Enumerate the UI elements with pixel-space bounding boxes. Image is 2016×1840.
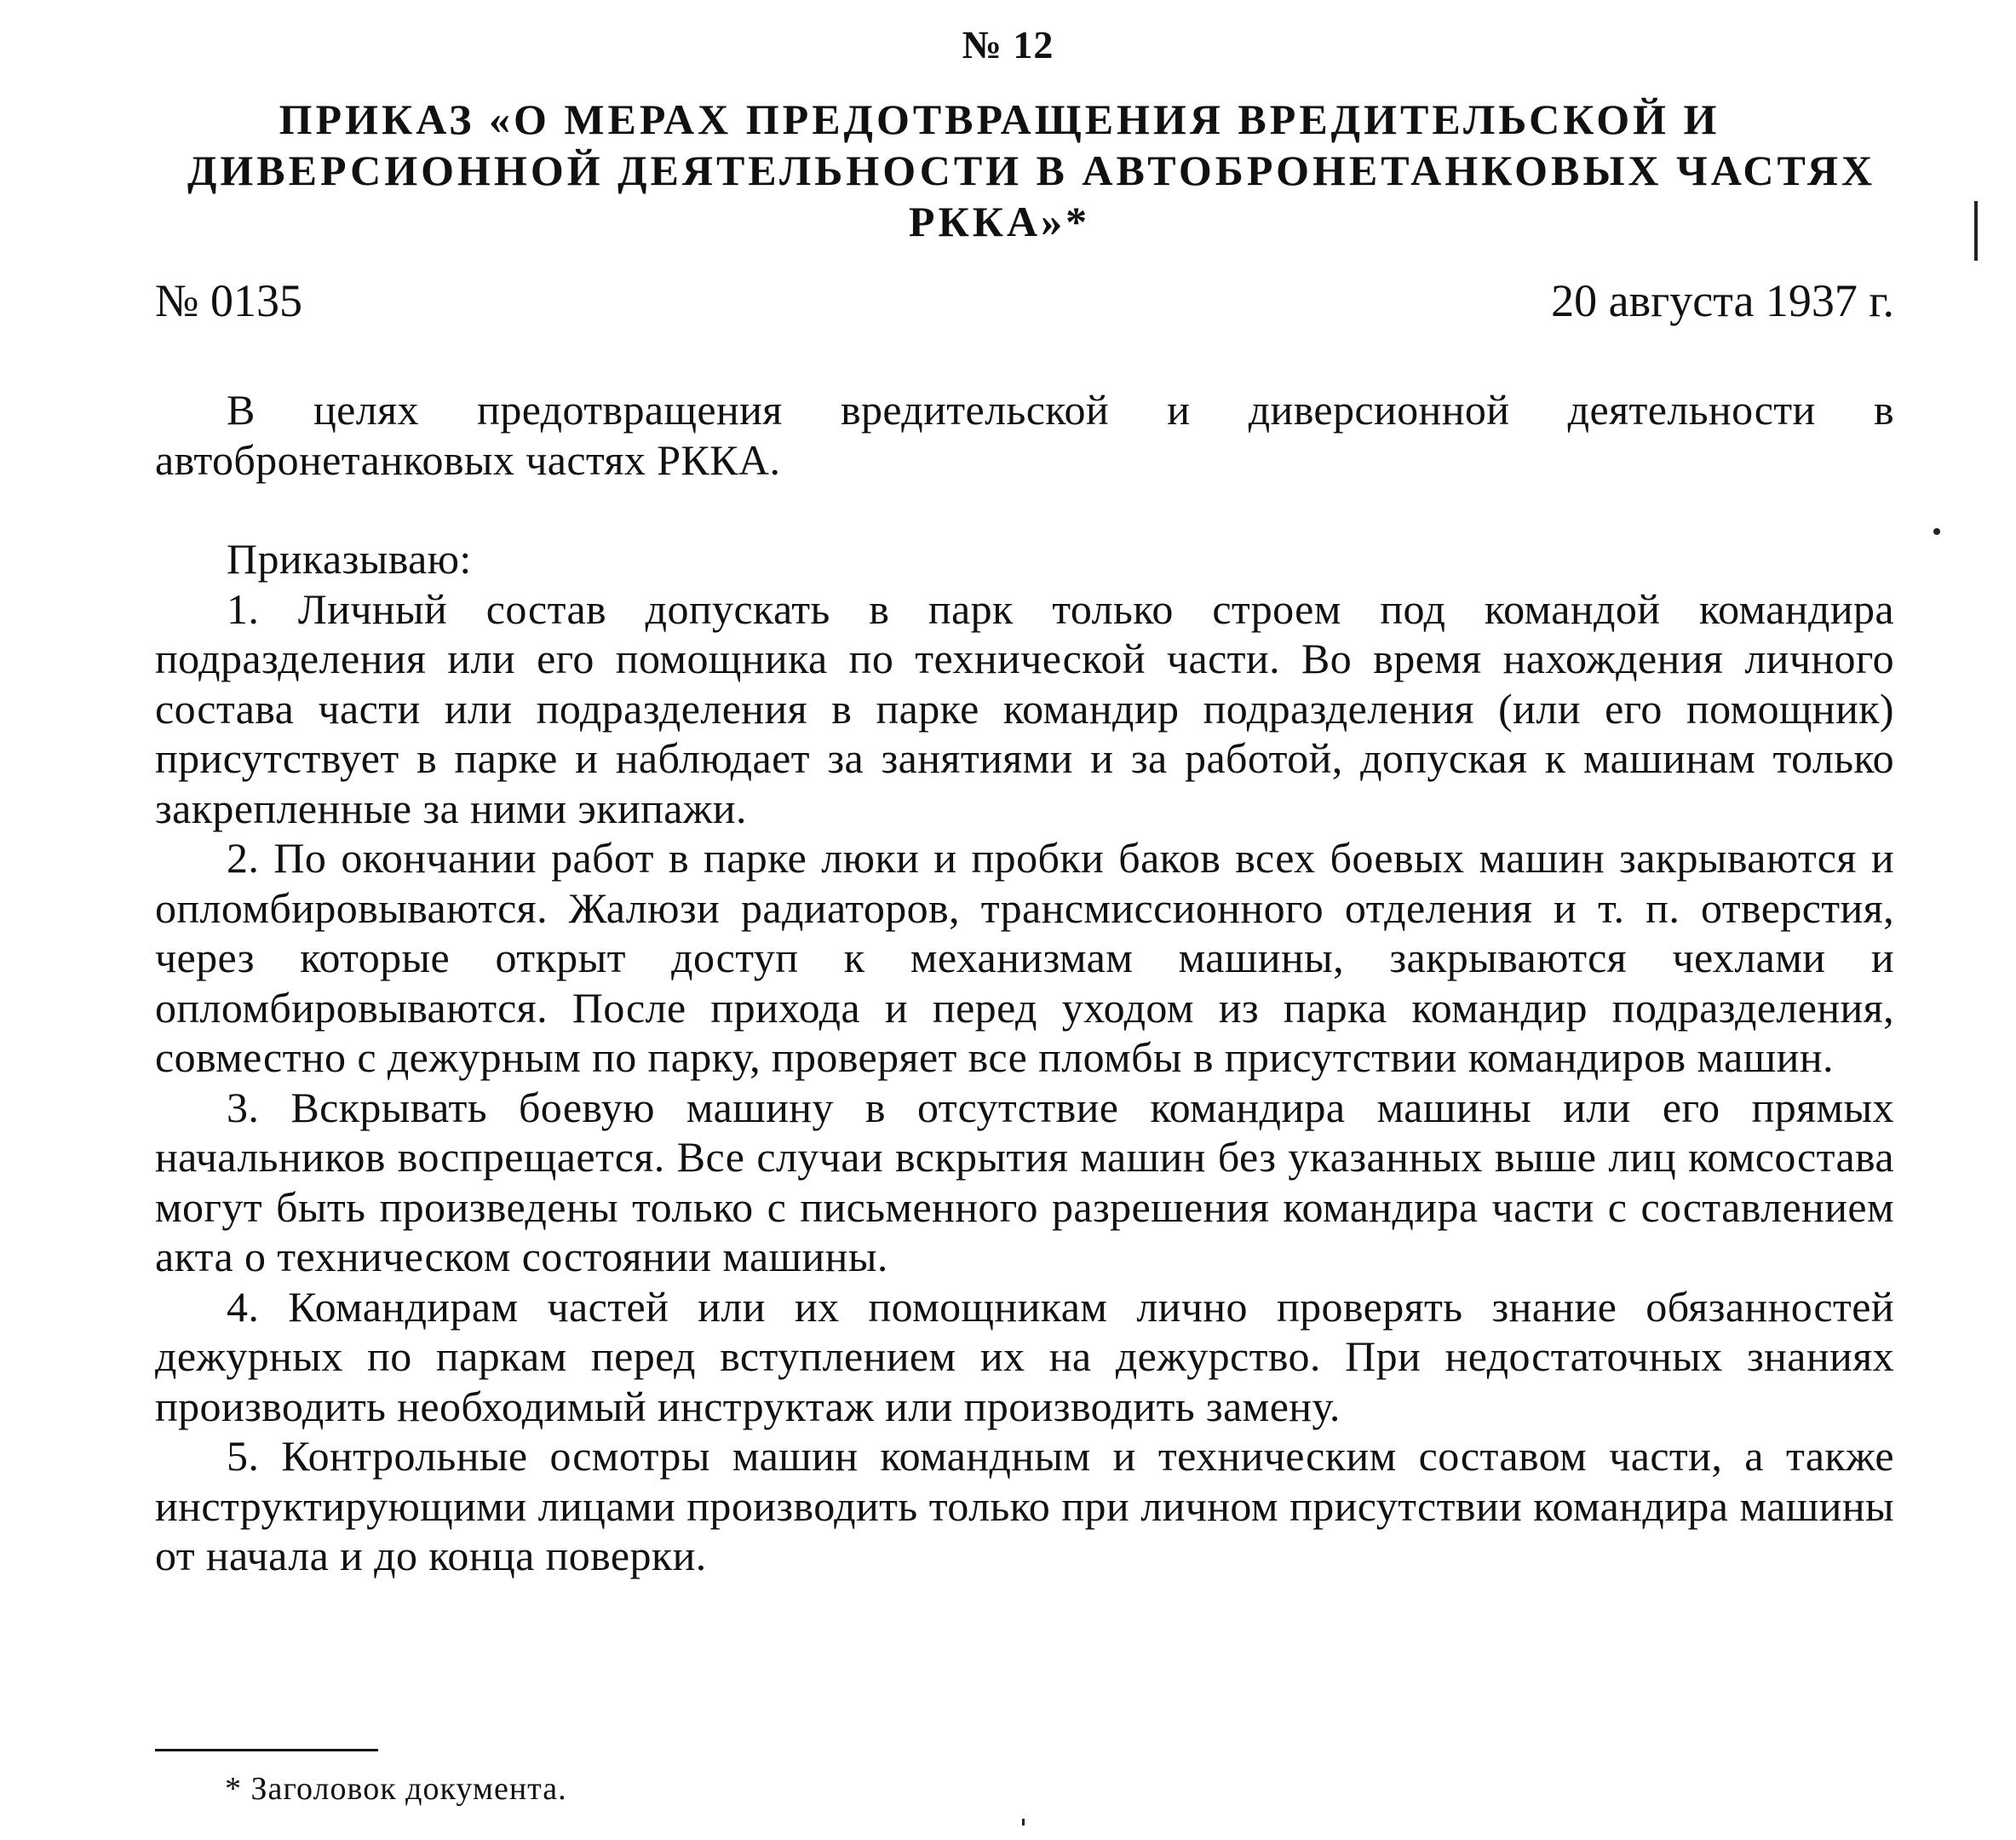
title-line: ПРИКАЗ «О МЕРАХ ПРЕДОТВРАЩЕНИЯ ВРЕДИТЕЛЬСКОЙ И bbox=[279, 95, 1720, 143]
document-body bbox=[155, 385, 1894, 1581]
order-heading: Приказываю: bbox=[227, 535, 472, 583]
document-sequence-number: № 12 bbox=[962, 23, 1054, 66]
order-header bbox=[155, 274, 1894, 334]
order-item: 3. Вскрывать боевую машину в отсутствие командира машины или его прямых начальников воспрещается. Все случаи вскрытия машин без указанных выше лиц комсостава могут быть произведены только с письменного разрешения командира части с составлением акта о техническом состоянии машины. bbox=[155, 1083, 1894, 1280]
order-item: 2. По окончании работ в парке люки и пробки баков всех боевых машин закрываются и опломбировываются. Жалюзи радиаторов, трансмиссионного отделения и т. п. отверстия, через которые открыт доступ к механизмам машины, закрываются чехлами и опломбировываются. После прихода и перед уходом из парка командир подразделения, совместно с дежурным по парку, проверяет все пломбы в присутствии командиров машин. bbox=[155, 834, 1894, 1081]
scan-mark bbox=[1022, 1819, 1025, 1826]
order-item: 4. Командирам частей или их помощникам лично проверять знание обязанностей дежурных по паркам перед вступлением их на дежурство. При недостаточных знаниях производить необходимый инструктаж или производить замену. bbox=[155, 1282, 1894, 1430]
scan-mark bbox=[1933, 528, 1940, 535]
order-item: 5. Контрольные осмотры машин командным и техническим составом части, а также инструктирующими лицами производить только при личном присутствии командира машины от начала и до конца поверки. bbox=[155, 1432, 1894, 1579]
document-title bbox=[187, 94, 1876, 247]
title-line: РККА»* bbox=[908, 198, 1091, 245]
scan-mark bbox=[1974, 201, 1978, 261]
order-date: 20 августа 1937 г. bbox=[1551, 275, 1894, 326]
order-number: № 0135 bbox=[155, 275, 303, 326]
footnote-divider bbox=[155, 1749, 378, 1751]
footnote: * Заголовок документа. bbox=[225, 1771, 567, 1807]
preamble-paragraph: В целях предотвращения вредительской и диверсионной деятельности в автобронетанковых частях РККА. bbox=[155, 386, 1894, 484]
title-line: ДИВЕРСИОННОЙ ДЕЯТЕЛЬНОСТИ В АВТОБРОНЕТАНКОВЫХ ЧАСТЯХ bbox=[187, 147, 1876, 194]
order-item: 1. Личный состав допускать в парк только строем под командой командира подразделения или его помощника по технической части. Во время нахождения личного состава части или подразделения в парке командир подразделения (или его помощник) присутствует в парке и наблюдает за занятиями и за работой, допуская к машинам только закрепленные за ними экипажи. bbox=[155, 584, 1894, 832]
